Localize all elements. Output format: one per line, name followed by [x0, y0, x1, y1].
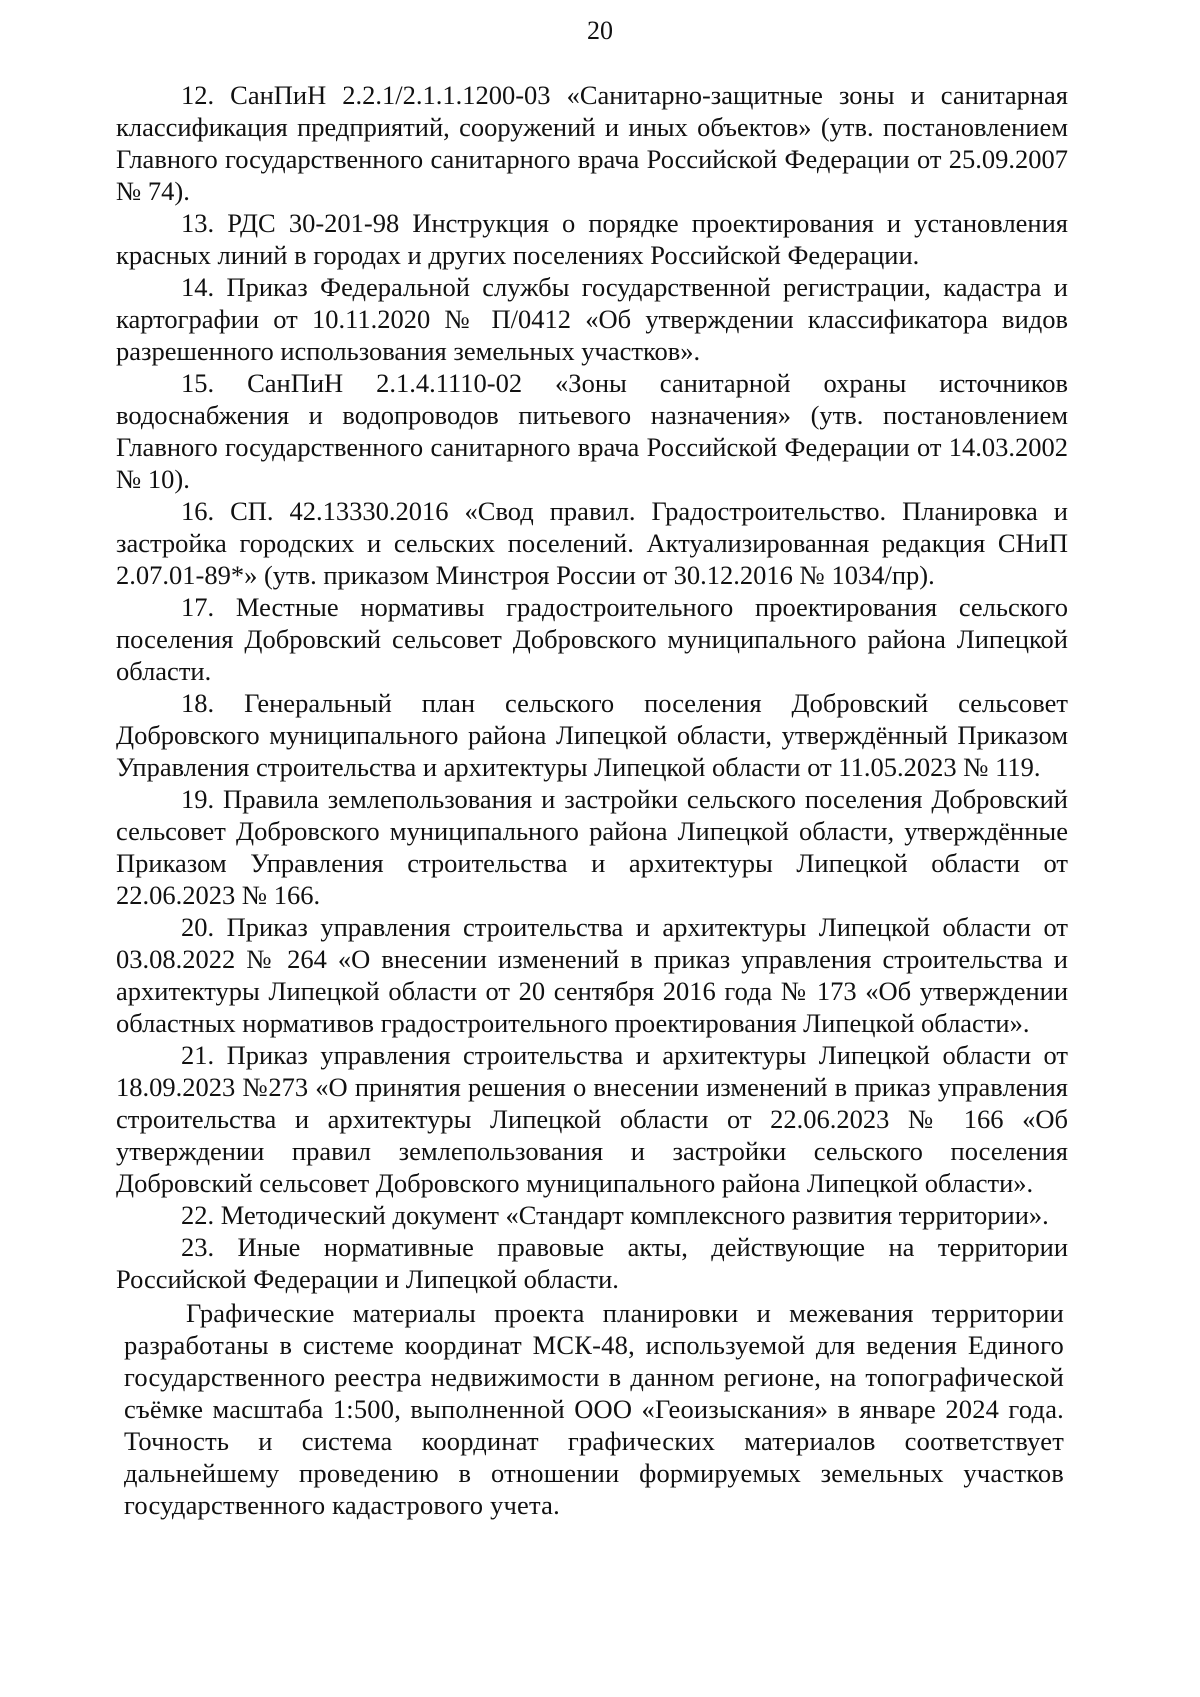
list-item-15: 15. СанПиН 2.1.4.1110-02 «Зоны санитарной охраны источников водоснабжения и водопроводов питьевого назначения» (утв. постановлением Главного государственного санитарного врача Российской Федерации от 14.03.2002 № 10).: [116, 368, 1068, 494]
list-item-18: 18. Генеральный план сельского поселения Добровский сельсовет Добровского муниципального района Липецкой области, утверждённый Приказом Управления строительства и архитектуры Липецкой области от 11.05.2023 № 119.: [116, 688, 1068, 782]
list-item-14: 14. Приказ Федеральной службы государственной регистрации, кадастра и картографии от 10.11.2020 № П/0412 «Об утверждении классификатора видов разрешенного использования земельных участков».: [116, 272, 1068, 366]
list-item-13: 13. РДС 30-201-98 Инструкция о порядке проектирования и установления красных линий в городах и других поселениях Российской Федерации.: [116, 208, 1068, 270]
list-item-16: 16. СП. 42.13330.2016 «Свод правил. Градостроительство. Планировка и застройка городских и сельских поселений. Актуализированная редакция СНиП 2.07.01-89*» (утв. приказом Минстроя России от 30.12.2016 № 1034/пр).: [116, 496, 1068, 590]
page-number: 20: [587, 16, 613, 45]
document-body: [116, 79, 1068, 1521]
graphic-materials-paragraph: Графические материалы проекта планировки и межевания территории разработаны в системе координат МСК-48, используемой для ведения Единого государственного реестра недвижимости в данном регионе, на топографической съёмке масштаба 1:500, выполненной ООО «Геоизыскания» в январе 2024 года. Точность и система координат графических материалов соответствует дальнейшему проведению в отношении формируемых земельных участков государственного кадастрового учета.: [124, 1298, 1064, 1520]
list-item-21: 21. Приказ управления строительства и архитектуры Липецкой области от 18.09.2023 №273 «О принятия решения о внесении изменений в приказ управления строительства и архитектуры Липецкой области от 22.06.2023 № 166 «Об утверждении правил землепользования и застройки сельского поселения Добровский сельсовет Добровского муниципального района Липецкой области».: [116, 1040, 1068, 1198]
list-item-19: 19. Правила землепользования и застройки сельского поселения Добровский сельсовет Добровского муниципального района Липецкой области, утверждённые Приказом Управления строительства и архитектуры Липецкой области от 22.06.2023 № 166.: [116, 784, 1068, 910]
list-item-20: 20. Приказ управления строительства и архитектуры Липецкой области от 03.08.2022 № 264 «О внесении изменений в приказ управления строительства и архитектуры Липецкой области от 20 сентября 2016 года № 173 «Об утверждении областных нормативов градостроительного проектирования Липецкой области».: [116, 912, 1068, 1038]
list-item-23: 23. Иные нормативные правовые акты, действующие на территории Российской Федерации и Липецкой области.: [116, 1232, 1068, 1294]
list-item-17: 17. Местные нормативы градостроительного проектирования сельского поселения Добровский сельсовет Добровского муниципального района Липецкой области.: [116, 592, 1068, 686]
list-item-12: 12. СанПиН 2.2.1/2.1.1.1200-03 «Санитарно-защитные зоны и санитарная классификация предприятий, сооружений и иных объектов» (утв. постановлением Главного государственного санитарного врача Российской Федерации от 25.09.2007 № 74).: [116, 80, 1068, 206]
list-item-22: 22. Методический документ «Стандарт комплексного развития территории».: [181, 1200, 1049, 1230]
